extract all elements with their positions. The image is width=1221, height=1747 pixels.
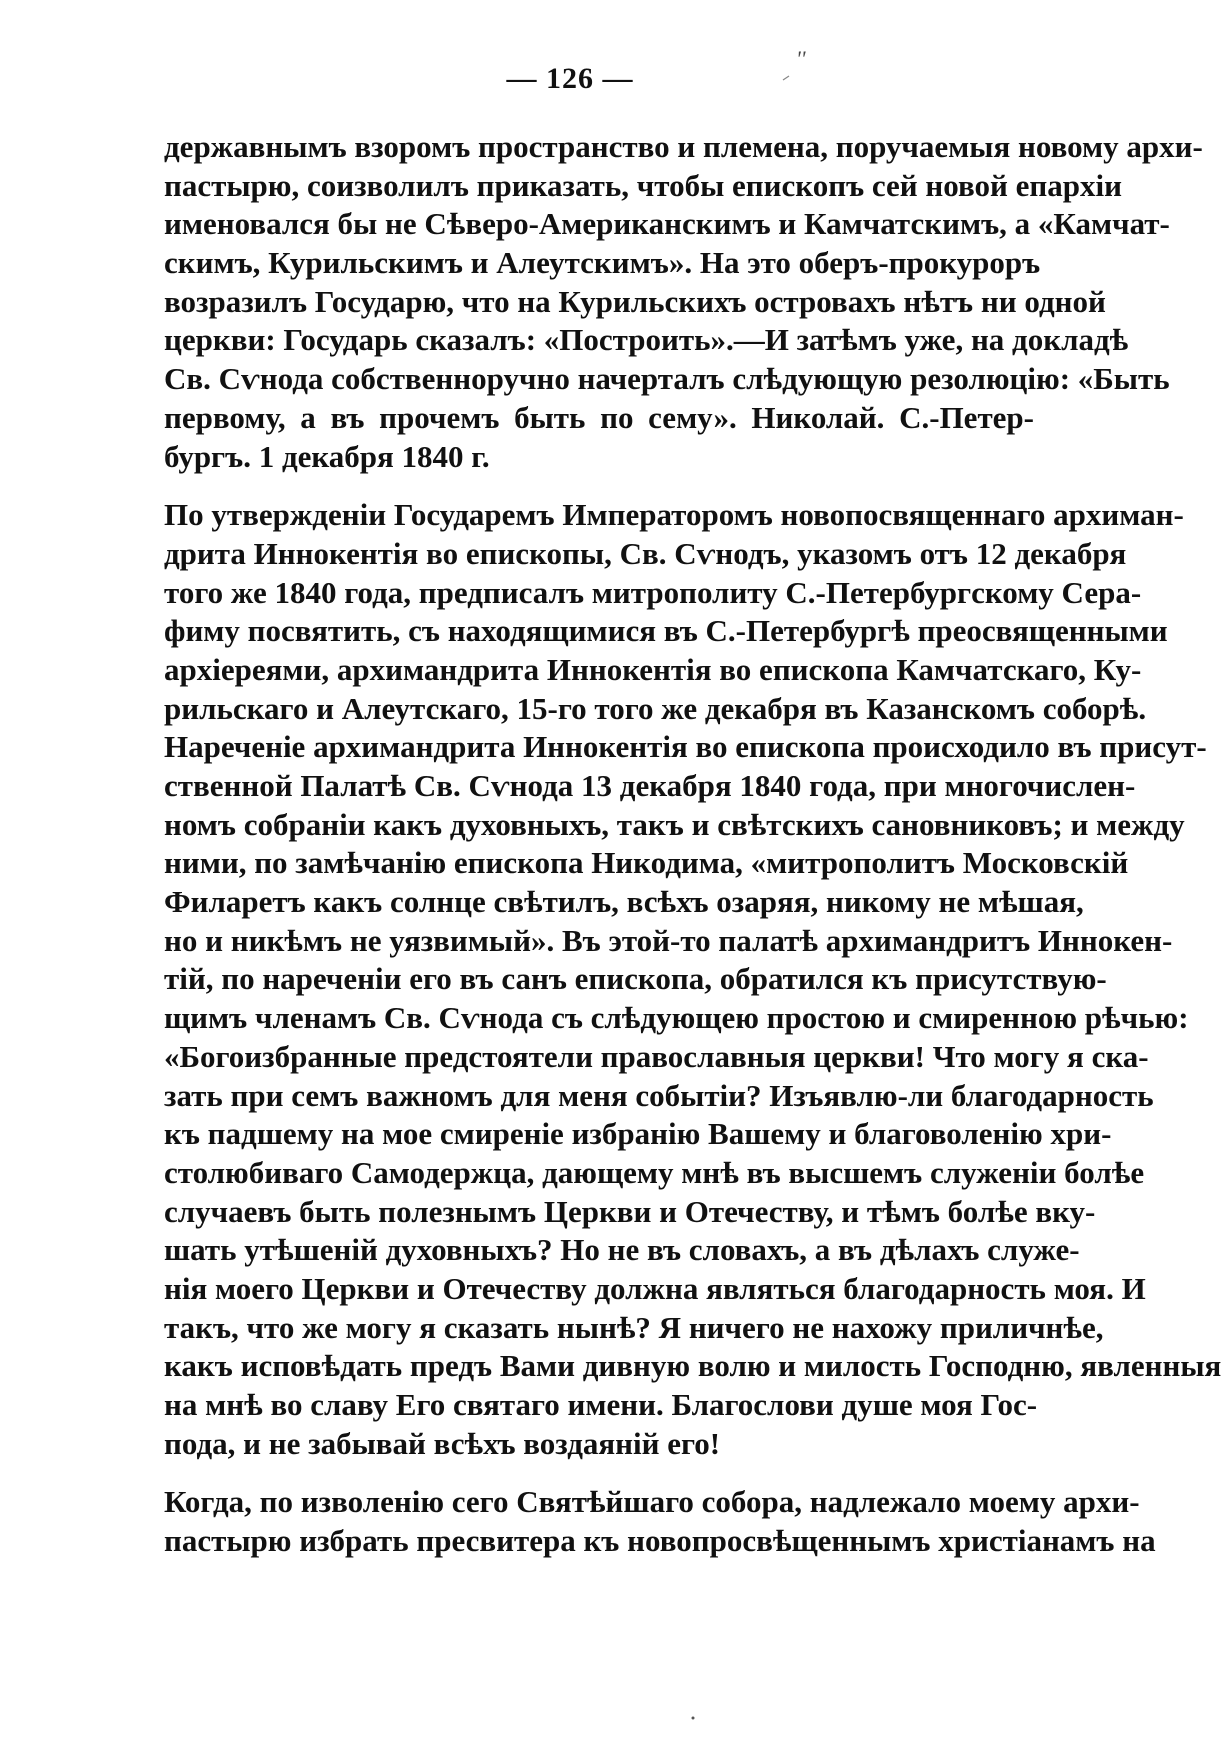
text-line: номъ собраніи какъ духовныхъ, такъ и свѣтскихъ сановниковъ; и между	[164, 806, 1185, 842]
text-line: «Богоизбранные предстоятели православныя церкви! Что могу я ска-	[164, 1038, 1149, 1074]
page-number: — 126 —	[506, 62, 634, 95]
text-line: пастырю, соизволилъ приказать, чтобы епископъ сей новой епархіи	[164, 167, 1122, 203]
text-line: возразилъ Государю, что на Курильскихъ островахъ нѣтъ ни одной	[164, 283, 1106, 319]
text-line: ственной Палатѣ Св. Сѵнода 13 декабря 1840 года, при многочислен-	[164, 768, 1136, 803]
text-line: По утвержденіи Государемъ Императоромъ новопосвященнаго архиман-	[164, 497, 1184, 533]
text-line: Св. Сѵнода собственноручно начерталъ слѣдующую резолюцію: «Быть	[164, 361, 1170, 397]
text-line: ними, по замѣчанію епископа Никодима, «митрополитъ Московскій	[164, 845, 1129, 881]
text-line: зать при семъ важномъ для меня событіи? Изъявлю-ли благодарность	[164, 1077, 1154, 1113]
text-line: случаевъ быть полезнымъ Церкви и Отечеству, и тѣмъ болѣе вку-	[164, 1193, 1096, 1229]
text-line: Нареченіе архимандрита Иннокентія во епископа происходило въ присут-	[164, 729, 1207, 765]
text-line: столюбиваго Самодержца, дающему мнѣ въ высшемъ служеніи болѣе	[164, 1154, 1145, 1190]
scan-speck	[692, 1717, 695, 1720]
text-line: но и никѣмъ не уязвимый». Въ этой-то палатѣ архимандритъ Иннокен-	[164, 922, 1173, 958]
text-line: того же 1840 года, предписалъ митрополиту С.-Петербургскому Сера-	[164, 574, 1142, 610]
text-line: какъ исповѣдать предъ Вами дивную волю и милость Господню, явленныя	[164, 1348, 1221, 1384]
text-line: пода, и не забывай всѣхъ воздаяній его!	[164, 1425, 721, 1461]
text-line: Когда, по изволенію сего Святѣйшаго собора, надлежало моему архи-	[164, 1484, 1140, 1520]
text-line: шать утѣшеній духовныхъ? Но не въ словахъ, а въ дѣлахъ служе-	[164, 1232, 1080, 1268]
text-line: къ падшему на мое смиреніе избранію Вашему и благоволенію хри-	[164, 1116, 1112, 1152]
text-line: скимъ, Курильскимъ и Алеутскимъ». На это оберъ-прокуроръ	[164, 245, 1041, 281]
text-line: Филаретъ какъ солнце свѣтилъ, всѣхъ озаряя, никому не мѣшая,	[164, 884, 1084, 920]
margin-pencil-mark: ''	[796, 46, 806, 71]
text-line: щимъ членамъ Св. Сѵнода съ слѣдующею простою и смиренною рѣчью:	[164, 1000, 1189, 1036]
text-line: архіереями, архимандрита Иннокентія во епископа Камчатскаго, Ку-	[164, 651, 1142, 687]
text-line: именовался бы не Сѣверо-Американскимъ и Камчатскимъ, а «Камчат-	[164, 206, 1170, 242]
text-line: нія моего Церкви и Отечеству должна являться благодарность моя. И	[164, 1270, 1146, 1306]
text-line: державнымъ взоромъ пространство и племена, поручаемыя новому архи-	[164, 129, 1203, 164]
text-line: первому, а въ прочемъ быть по сему». Николай. С.-Петер-	[164, 399, 1034, 435]
text-line: рильскаго и Алеутскаго, 15-го того же декабря въ Казанскомъ соборѣ.	[164, 690, 1147, 726]
text-line: на мнѣ во славу Его святаго имени. Благослови душе моя Гос-	[164, 1387, 1038, 1422]
text-line: фиму посвятить, съ находящимися въ С.-Петербургѣ преосвященными	[164, 613, 1168, 649]
text-line: бургъ. 1 декабря 1840 г.	[164, 438, 490, 474]
text-line: такъ, что же могу я сказать нынѣ? Я ничего не нахожу приличнѣе,	[164, 1309, 1104, 1345]
text-line: пастырю избрать пресвитера къ новопросвѣщеннымъ христіанамъ на	[164, 1523, 1156, 1559]
text-line: церкви: Государь сказалъ: «Построить».—И затѣмъ уже, на докладѣ	[164, 322, 1129, 358]
scan-speck	[783, 76, 789, 80]
text-line: дрита Иннокентія во епископы, Св. Сѵнодъ, указомъ отъ 12 декабря	[164, 535, 1127, 571]
text-line: тій, по нареченіи его въ санъ епископа, обратился къ присутствую-	[164, 961, 1107, 997]
